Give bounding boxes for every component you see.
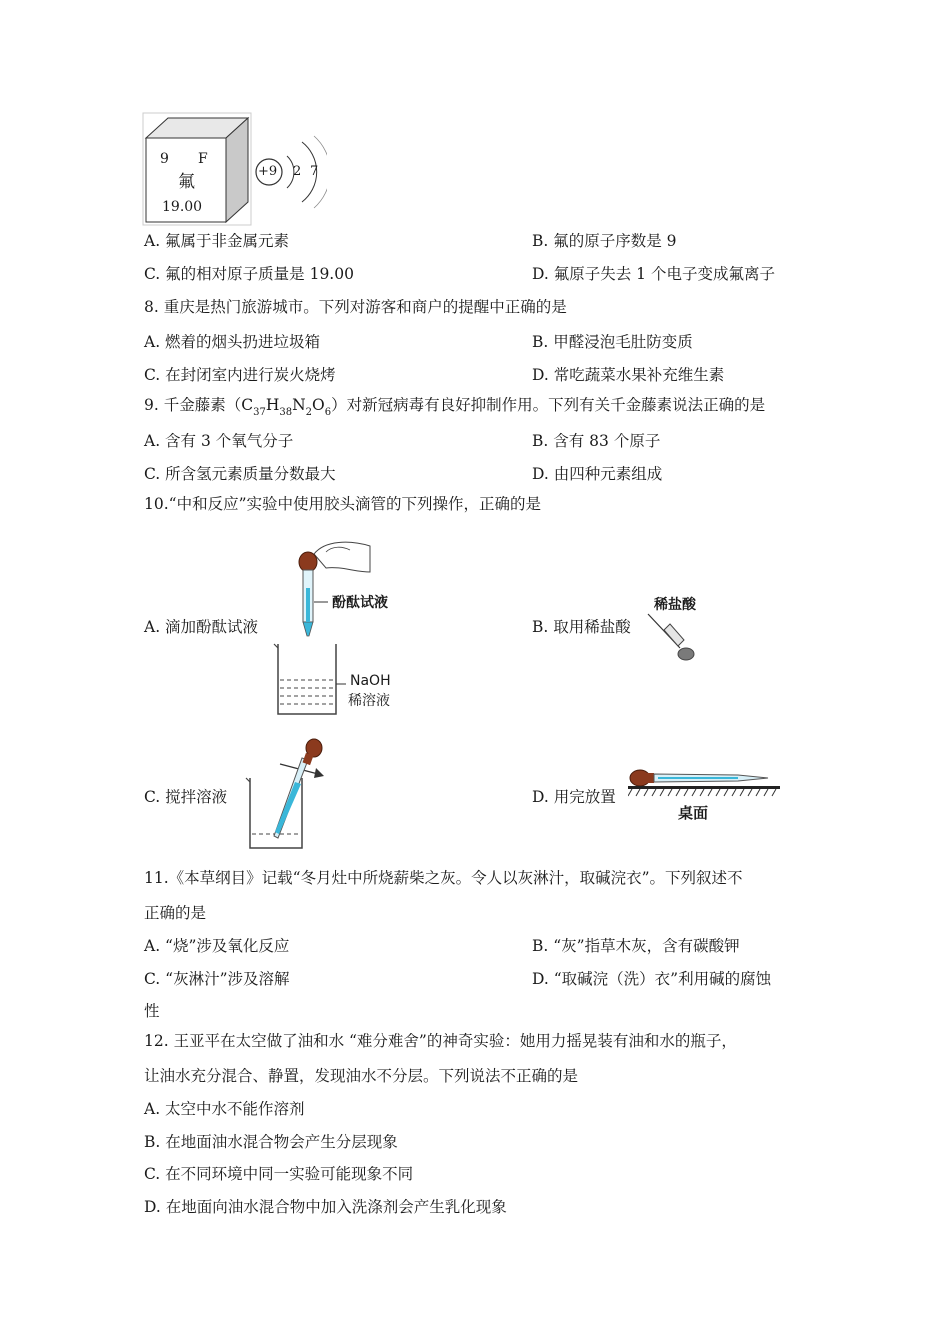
fig-c-dropper-stir xyxy=(240,738,330,854)
q8-option-a: A. 燃着的烟头扔进垃圾箱 xyxy=(144,333,321,351)
q9-option-c: C. 所含氢元素质量分数最大 xyxy=(144,465,336,483)
q8-option-c: C. 在封闭室内进行炭火烧烤 xyxy=(144,366,336,384)
q8-option-b: B. 甲醛浸泡毛肚防变质 xyxy=(532,333,693,351)
q7-option-c: C. 氟的相对原子质量是 19.00 xyxy=(144,265,354,283)
q10-option-d: D. 用完放置 xyxy=(532,788,616,806)
q12-option-c: C. 在不同环境中同一实验可能现象不同 xyxy=(144,1165,414,1183)
fig-c-graphic xyxy=(240,738,330,854)
q9-h: H xyxy=(265,396,280,414)
fig-a-dropper-beaker xyxy=(270,532,410,722)
q12-option-a: A. 太空中水不能作溶剂 xyxy=(144,1100,305,1118)
fig-d-dropper-desk xyxy=(628,766,780,828)
nucleus-charge: +9 xyxy=(258,164,278,179)
q9-stem-after: ）对新冠病毒有良好抑制作用。下列有关千金藤素说法正确的是 xyxy=(331,396,766,414)
fig-a-solution-line1: NaOH xyxy=(350,673,391,689)
q11-option-d-line2: 性 xyxy=(144,1002,160,1020)
q9-sub-n: 2 xyxy=(305,407,313,418)
q9-option-a: A. 含有 3 个氧气分子 xyxy=(144,432,294,450)
q9-sub-o: 6 xyxy=(324,407,332,418)
fig-b-dropper xyxy=(640,594,730,668)
q11-option-b: B. “灰”指草木灰，含有碳酸钾 xyxy=(532,937,740,955)
q12-stem-line1: 12. 王亚平在太空做了油和水 “难分难舍”的神奇实验：她用力摇晃装有油和水的瓶子， xyxy=(144,1032,737,1050)
fig-d-desk-label: 桌面 xyxy=(678,804,709,822)
q10-option-a: A. 滴加酚酞试液 xyxy=(144,618,259,636)
q7-option-d: D. 氟原子失去 1 个电子变成氟离子 xyxy=(532,265,775,283)
q9-o: O xyxy=(312,396,325,414)
atomic-mass: 19.00 xyxy=(162,199,203,215)
q12-option-d: D. 在地面向油水混合物中加入洗涤剂会产生乳化现象 xyxy=(144,1198,507,1216)
q11-option-a: A. “烧”涉及氧化反应 xyxy=(144,937,290,955)
fig-a-solution-line2: 稀溶液 xyxy=(348,693,390,709)
fig-a-indicator-label: 酚酞试液 xyxy=(332,595,388,611)
q8-stem: 8. 重庆是热门旅游城市。下列对游客和商户的提醒中正确的是 xyxy=(144,298,567,316)
q9-sub-h: 38 xyxy=(279,407,293,418)
q12-stem-line2: 让油水充分混合、静置，发现油水不分层。下列说法不正确的是 xyxy=(144,1067,579,1085)
q12-option-b: B. 在地面油水混合物会产生分层现象 xyxy=(144,1133,398,1151)
shell-2-electrons: 7 xyxy=(310,164,319,179)
q9-n: N xyxy=(292,396,306,414)
q10-stem: 10.“中和反应”实验中使用胶头滴管的下列操作，正确的是 xyxy=(144,495,542,513)
q10-option-b: B. 取用稀盐酸 xyxy=(532,618,631,636)
q9-option-d: D. 由四种元素组成 xyxy=(532,465,663,483)
fluorine-figure xyxy=(142,112,327,227)
q10-option-c: C. 搅拌溶液 xyxy=(144,788,228,806)
element-name: 氟 xyxy=(178,172,195,192)
q11-stem-line1: 11.《本草纲目》记载“冬月灶中所烧薪柴之灰。令人以灰淋汁，取碱浣衣”。下列叙述不 xyxy=(144,869,743,887)
q11-option-d-line1: D. “取碱浣（洗）衣”利用碱的腐蚀 xyxy=(532,970,772,988)
q9-sub-c: 37 xyxy=(253,407,266,418)
fig-b-acid-label: 稀盐酸 xyxy=(654,597,696,613)
q9-option-b: B. 含有 83 个原子 xyxy=(532,432,661,450)
atomic-number: 9 xyxy=(160,151,169,167)
q9-stem xyxy=(144,398,765,418)
q11-option-c: C. “灰淋汁”涉及溶解 xyxy=(144,970,290,988)
shell-1-electrons: 2 xyxy=(293,164,302,179)
element-symbol: F xyxy=(198,151,208,167)
q11-stem-line2: 正确的是 xyxy=(144,904,207,922)
q7-option-a: A. 氟属于非金属元素 xyxy=(144,232,290,250)
q8-option-d: D. 常吃蔬菜水果补充维生素 xyxy=(532,366,725,384)
q9-stem-before: 9. 千金藤素（C xyxy=(144,396,254,414)
q7-option-b: B. 氟的原子序数是 9 xyxy=(532,232,677,250)
